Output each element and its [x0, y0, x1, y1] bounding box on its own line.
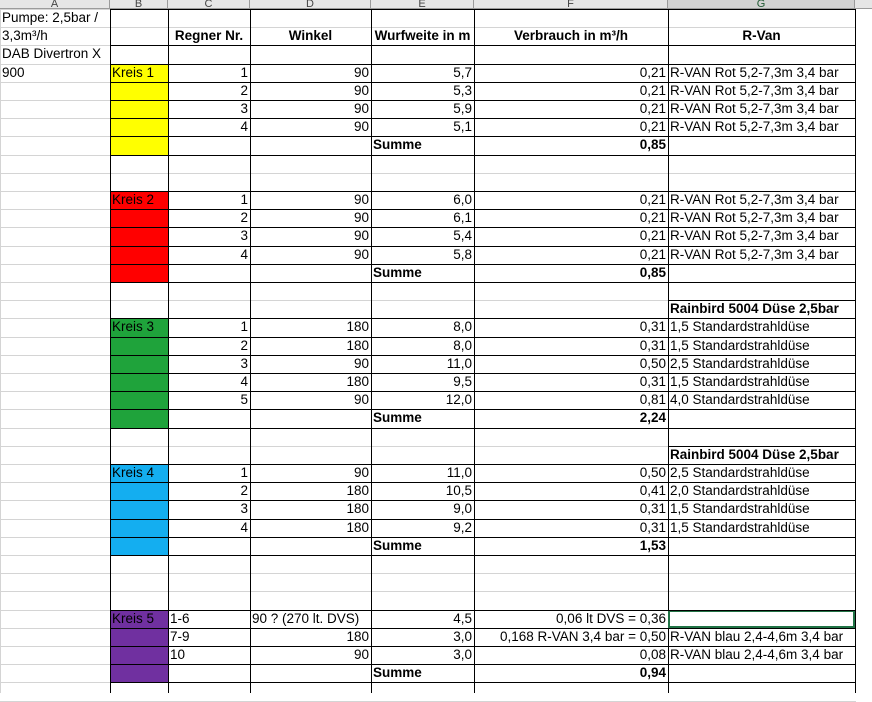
verbrauch[interactable]: 0,50 [639, 355, 666, 371]
wurfweite[interactable]: 8,0 [453, 319, 472, 335]
wurfweite[interactable]: 5,7 [453, 64, 472, 80]
regner-nr[interactable]: 1 [240, 64, 248, 80]
wurfweite[interactable]: 4,5 [453, 610, 472, 626]
regner-nr[interactable]: 3 [240, 501, 248, 517]
verbrauch[interactable]: 0,50 [639, 465, 666, 480]
pump-info-line1[interactable]: Pumpe: 2,5bar / [2, 10, 99, 25]
duese[interactable]: R-VAN Rot 5,2-7,3m 3,4 bar [670, 246, 839, 262]
winkel[interactable]: 90 [353, 64, 369, 80]
circuit-2-label[interactable]: Kreis 2 [112, 192, 155, 207]
wurfweite[interactable]: 12,0 [445, 392, 472, 408]
verbrauch[interactable]: 0,21 [639, 82, 666, 98]
regner-nr[interactable]: 2 [240, 483, 248, 499]
duese[interactable]: 1,5 Standardstrahldüse [670, 319, 810, 335]
regner-nr[interactable]: 1 [240, 465, 248, 480]
circuit-1-label[interactable]: Kreis 1 [112, 64, 155, 80]
wurfweite[interactable]: 5,4 [453, 228, 472, 244]
wurfweite[interactable]: 11,0 [446, 355, 472, 371]
winkel[interactable]: 90 [353, 246, 369, 262]
column-header-f[interactable]: F [474, 0, 668, 8]
grid-line [110, 519, 856, 520]
summe-value[interactable]: 0,85 [639, 137, 666, 153]
wurfweite[interactable]: 3,0 [453, 628, 472, 644]
winkel[interactable]: 180 [346, 483, 369, 499]
grid-line [110, 191, 856, 192]
winkel[interactable]: 90 [353, 465, 369, 480]
duese[interactable]: 2,5 Standardstrahldüse [670, 465, 810, 480]
wurfweite[interactable]: 9,5 [453, 374, 472, 389]
grid-line [110, 9, 111, 693]
duese[interactable]: R-VAN Rot 5,2-7,3m 3,4 bar [670, 228, 839, 244]
grid-line [110, 337, 856, 338]
header-wurfweite[interactable]: Wurfweite in m [374, 28, 471, 44]
regner-nr[interactable]: 4 [240, 519, 248, 535]
regner-nr[interactable]: 1-6 [170, 610, 190, 626]
summe-value[interactable]: 1,53 [639, 537, 666, 553]
duese[interactable]: R-VAN Rot 5,2-7,3m 3,4 bar [670, 210, 839, 226]
summe-label[interactable]: Summe [373, 137, 422, 153]
wurfweite[interactable]: 9,2 [453, 519, 472, 535]
winkel[interactable]: 90 [353, 192, 369, 207]
winkel[interactable]: 90 [353, 210, 369, 226]
grid-line [110, 318, 856, 319]
winkel[interactable]: 90 [353, 119, 369, 135]
winkel[interactable]: 90 [353, 82, 369, 98]
duese[interactable]: R-VAN blau 2,4-4,6m 3,4 bar [670, 647, 844, 662]
regner-nr[interactable]: 1 [240, 192, 248, 207]
grid-line [110, 646, 856, 647]
winkel[interactable]: 90 ? (270 lt. DVS) [252, 610, 360, 626]
winkel[interactable]: 180 [346, 628, 369, 644]
wurfweite[interactable]: 8,0 [453, 337, 472, 353]
wurfweite[interactable]: 5,1 [453, 119, 472, 135]
verbrauch[interactable]: 0,21 [639, 210, 666, 226]
duese[interactable]: 2,5 Standardstrahldüse [670, 355, 810, 371]
wurfweite[interactable]: 6,0 [453, 192, 472, 207]
duese[interactable]: R-VAN Rot 5,2-7,3m 3,4 bar [670, 101, 839, 116]
grid-line [110, 482, 856, 483]
summe-label[interactable]: Summe [373, 410, 422, 426]
summe-label[interactable]: Summe [373, 537, 422, 553]
grid-line [110, 500, 856, 501]
column-header-d[interactable]: D [250, 0, 371, 8]
grid-line [0, 573, 856, 574]
verbrauch[interactable]: 0,81 [639, 392, 666, 408]
regner-nr[interactable]: 3 [240, 355, 248, 371]
duese[interactable]: R-VAN Rot 5,2-7,3m 3,4 bar [670, 64, 839, 80]
regner-nr[interactable]: 2 [240, 210, 248, 226]
grid-line [110, 155, 856, 156]
summe-value[interactable]: 0,94 [639, 665, 666, 681]
grid-line [0, 173, 856, 174]
wurfweite[interactable]: 11,0 [446, 465, 472, 480]
regner-nr[interactable]: 10 [170, 647, 186, 662]
circuit-5-label[interactable]: Kreis 5 [112, 610, 155, 626]
winkel[interactable]: 180 [346, 519, 369, 535]
summe-value[interactable]: 0,85 [639, 264, 666, 280]
header-regner-nr[interactable]: Regner Nr. [174, 28, 244, 44]
duese[interactable]: 1,5 Standardstrahldüse [670, 501, 810, 517]
grid-line [110, 682, 856, 683]
duese[interactable]: R-VAN Rot 5,2-7,3m 3,4 bar [670, 192, 839, 207]
grid-line [110, 246, 856, 247]
pump-info-line4[interactable]: 900 [2, 64, 25, 80]
grid-line [110, 282, 856, 283]
verbrauch[interactable]: 0,31 [639, 501, 666, 517]
verbrauch[interactable]: 0,31 [639, 319, 666, 335]
grid-line [0, 701, 856, 702]
grid-line [110, 555, 856, 556]
header-verbrauch[interactable]: Verbrauch in m³/h [513, 28, 629, 44]
winkel[interactable]: 180 [346, 374, 369, 389]
grid-line [110, 9, 856, 10]
verbrauch[interactable]: 0,168 R-VAN 3,4 bar = 0,50 [500, 628, 666, 644]
grid-line [110, 628, 856, 629]
regner-nr[interactable]: 3 [240, 101, 248, 116]
grid-line [110, 227, 856, 228]
circuit-3-label[interactable]: Kreis 3 [112, 319, 155, 335]
verbrauch[interactable]: 0,21 [639, 228, 666, 244]
verbrauch[interactable]: 0,31 [639, 519, 666, 535]
pump-info-line2[interactable]: 3,3m³/h [2, 28, 48, 44]
column-header-c[interactable]: C [168, 0, 250, 8]
column-header-e[interactable]: E [371, 0, 474, 8]
wurfweite[interactable]: 10,5 [445, 483, 472, 499]
verbrauch[interactable]: 0,31 [639, 374, 666, 389]
verbrauch[interactable]: 0,21 [639, 192, 666, 207]
regner-nr[interactable]: 5 [240, 392, 248, 408]
duese[interactable] [668, 610, 855, 628]
regner-nr[interactable]: 2 [240, 82, 248, 98]
duese[interactable]: R-VAN Rot 5,2-7,3m 3,4 bar [670, 119, 839, 135]
duese[interactable]: 2,0 Standardstrahldüse [670, 483, 810, 499]
grid-line [0, 591, 856, 592]
winkel[interactable]: 180 [346, 337, 369, 353]
grid-line [110, 118, 856, 119]
verbrauch[interactable]: 0,21 [639, 246, 666, 262]
grid-line [668, 300, 856, 301]
wurfweite[interactable]: 9,0 [453, 501, 472, 517]
grid-line [110, 391, 856, 392]
regner-nr[interactable]: 4 [240, 246, 248, 262]
column-header-a[interactable]: A [0, 0, 110, 8]
wurfweite[interactable]: 5,8 [453, 246, 472, 262]
circuit-3-nozzle-header[interactable]: Rainbird 5004 Düse 2,5bar [670, 301, 839, 317]
grid-line [110, 45, 856, 46]
winkel[interactable]: 180 [346, 319, 369, 335]
wurfweite[interactable]: 5,9 [453, 101, 472, 116]
circuit-4-nozzle-header[interactable]: Rainbird 5004 Düse 2,5bar [670, 446, 839, 462]
spreadsheet-grid[interactable] [0, 9, 872, 691]
duese[interactable]: 1,5 Standardstrahldüse [670, 374, 810, 389]
pump-info-line3[interactable]: DAB Divertron X [2, 46, 102, 62]
grid-line [110, 464, 856, 465]
grid-line [110, 610, 856, 611]
duese[interactable]: 1,5 Standardstrahldüse [670, 337, 810, 353]
winkel[interactable]: 90 [353, 228, 369, 244]
verbrauch[interactable]: 0,06 lt DVS = 0,36 [556, 610, 666, 626]
winkel[interactable]: 90 [353, 392, 369, 408]
winkel[interactable]: 180 [346, 501, 369, 517]
header-rvan[interactable]: R-Van [742, 28, 781, 44]
summe-label[interactable]: Summe [373, 665, 422, 681]
grid-line [110, 355, 856, 356]
column-header-g[interactable]: G [668, 0, 855, 9]
regner-nr[interactable]: 2 [240, 337, 248, 353]
grid-line [110, 373, 856, 374]
grid-line [110, 428, 856, 429]
grid-line [110, 82, 856, 83]
duese[interactable]: 1,5 Standardstrahldüse [670, 519, 810, 535]
regner-nr[interactable]: 7-9 [170, 628, 190, 644]
wurfweite[interactable]: 5,3 [453, 82, 472, 98]
grid-line [0, 9, 1, 693]
summe-label[interactable]: Summe [373, 264, 422, 280]
grid-line [110, 209, 856, 210]
grid-line [110, 64, 856, 65]
verbrauch[interactable]: 0,21 [639, 101, 666, 116]
header-winkel[interactable]: Winkel [288, 28, 333, 44]
verbrauch[interactable]: 0,31 [639, 337, 666, 353]
wurfweite[interactable]: 6,1 [453, 210, 472, 226]
regner-nr[interactable]: 4 [240, 119, 248, 135]
verbrauch[interactable]: 0,41 [639, 483, 666, 499]
duese[interactable]: R-VAN Rot 5,2-7,3m 3,4 bar [670, 82, 839, 98]
summe-value[interactable]: 2,24 [639, 410, 666, 426]
grid-line [668, 446, 856, 447]
regner-nr[interactable]: 4 [240, 374, 248, 389]
duese[interactable]: R-VAN blau 2,4-4,6m 3,4 bar [670, 628, 844, 644]
regner-nr[interactable]: 1 [240, 319, 248, 335]
grid-line [110, 100, 856, 101]
verbrauch[interactable]: 0,21 [639, 64, 666, 80]
verbrauch[interactable]: 0,21 [639, 119, 666, 135]
winkel[interactable]: 90 [353, 355, 369, 371]
wurfweite[interactable]: 3,0 [453, 647, 472, 662]
regner-nr[interactable]: 3 [240, 228, 248, 244]
grid-line [855, 9, 856, 693]
column-header-bar [0, 0, 872, 9]
verbrauch[interactable]: 0,08 [639, 647, 666, 662]
circuit-4-label[interactable]: Kreis 4 [112, 465, 155, 480]
column-header-b[interactable]: B [110, 0, 168, 8]
winkel[interactable]: 90 [353, 101, 369, 116]
duese[interactable]: 4,0 Standardstrahldüse [670, 392, 810, 408]
winkel[interactable]: 90 [353, 647, 369, 662]
